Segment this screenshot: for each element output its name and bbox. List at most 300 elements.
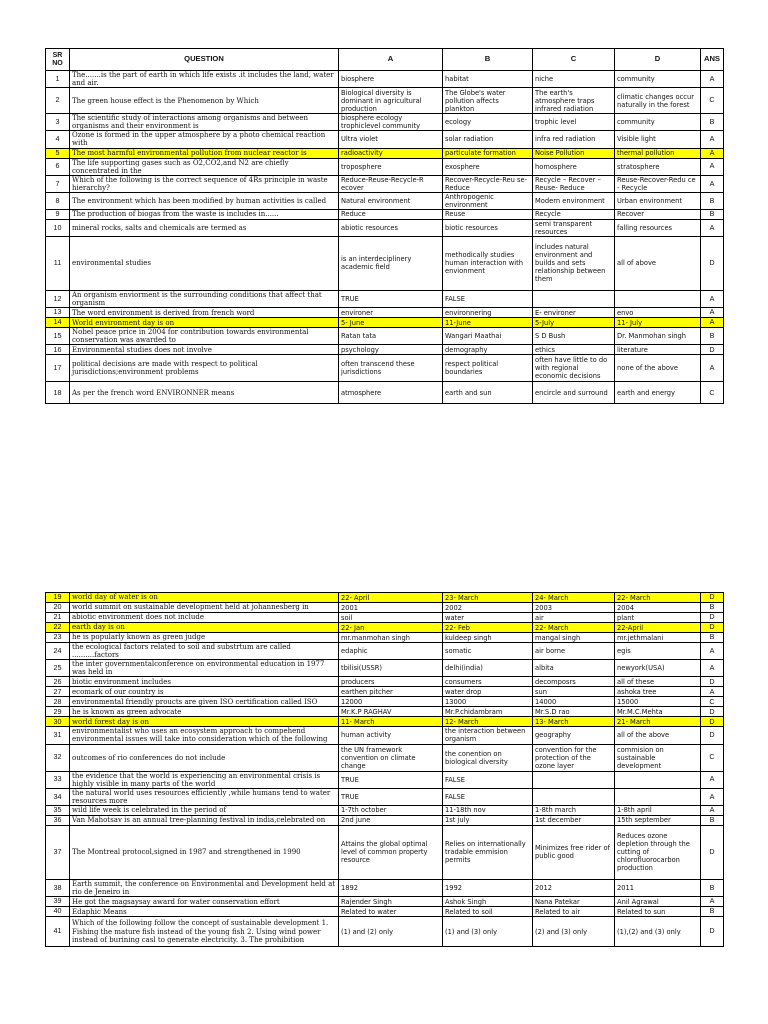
question-number: 6 xyxy=(46,158,70,175)
option-d: ashoka tree xyxy=(615,687,701,697)
option-d: Anil Agrawal xyxy=(615,897,701,907)
question-text: world forest day is on xyxy=(70,717,339,727)
option-c: ethics xyxy=(533,345,615,355)
question-number: 10 xyxy=(46,219,70,236)
answer: A xyxy=(701,175,724,192)
table-row xyxy=(46,623,724,633)
answer: D xyxy=(701,677,724,687)
question-text: The most harmful environmental pollution from nuclear reactor is xyxy=(70,148,339,158)
option-d: Related to sun xyxy=(615,907,701,917)
option-c xyxy=(533,771,615,788)
option-a: producers xyxy=(339,677,443,687)
option-c: Nana Patekar xyxy=(533,897,615,907)
question-number: 13 xyxy=(46,308,70,318)
question-number: 18 xyxy=(46,382,70,404)
question-text: Edaphic Means xyxy=(70,907,339,917)
table-row xyxy=(46,88,724,114)
question-text: Van Mahotsav is an annual tree-planning festival in india,celebrated on xyxy=(70,815,339,825)
option-d: Mr.M.C.Mehta xyxy=(615,707,701,717)
option-b: Wangari Maathai xyxy=(443,328,533,345)
option-c: albita xyxy=(533,660,615,677)
option-c: geography xyxy=(533,727,615,744)
question-number: 12 xyxy=(46,290,70,307)
option-b: Related to soil xyxy=(443,907,533,917)
option-a: 5- June xyxy=(339,318,443,328)
option-c: homosphere xyxy=(533,158,615,175)
answer: A xyxy=(701,71,724,88)
question-text: environmental studies xyxy=(70,236,339,290)
answer: B xyxy=(701,328,724,345)
option-c: 22- March xyxy=(533,623,615,633)
answer: A xyxy=(701,158,724,175)
option-d: all of the above xyxy=(615,727,701,744)
option-d: commision on sustainable development xyxy=(615,744,701,771)
question-text: Which of the following follow the concept of sustainable development 1. Fishing the mature fish instead of the young fish 2. Using wind power instead of burining casl to generate electricity. 3. The prohibition xyxy=(70,917,339,947)
option-d: 22- March xyxy=(615,593,701,603)
option-c: Modern environment xyxy=(533,192,615,209)
option-d: (1),(2) and (3) only xyxy=(615,917,701,947)
table-row xyxy=(46,382,724,404)
option-c: decomposrs xyxy=(533,677,615,687)
question-number: 5 xyxy=(46,148,70,158)
answer: A xyxy=(701,131,724,148)
table-row xyxy=(46,209,724,219)
option-a: the UN framework convention on climate change xyxy=(339,744,443,771)
option-b: earth and sun xyxy=(443,382,533,404)
option-a: psychology xyxy=(339,345,443,355)
table-row xyxy=(46,907,724,917)
option-a: is an interdeciplinery academic field xyxy=(339,236,443,290)
option-a: Natural environment xyxy=(339,192,443,209)
answer: D xyxy=(701,236,724,290)
question-text: Ozone is formed in the upper atmosphere by a photo chemical reaction with xyxy=(70,131,339,148)
option-c: 2003 xyxy=(533,603,615,613)
option-b: delhi(india) xyxy=(443,660,533,677)
option-a: 22- Jan xyxy=(339,623,443,633)
table-row xyxy=(46,771,724,788)
option-c: Mr.S.D rao xyxy=(533,707,615,717)
option-c: mangal singh xyxy=(533,633,615,643)
option-b: Relies on internationally tradable emmision permits xyxy=(443,825,533,879)
option-c: niche xyxy=(533,71,615,88)
option-c: air borne xyxy=(533,643,615,660)
question-number: 16 xyxy=(46,345,70,355)
question-text: outcomes of rio conferences do not include xyxy=(70,744,339,771)
question-text: Environmental studies does not involve xyxy=(70,345,339,355)
answer: B xyxy=(701,815,724,825)
question-number: 17 xyxy=(46,355,70,382)
option-c: semi transparent resources xyxy=(533,219,615,236)
question-number: 15 xyxy=(46,328,70,345)
option-c: Minimizes free rider of public good xyxy=(533,825,615,879)
table-row xyxy=(46,744,724,771)
answer: B xyxy=(701,209,724,219)
table-row xyxy=(46,805,724,815)
table-row xyxy=(46,727,724,744)
question-text: The life supporting gases such as O2,CO2,and N2 are chiefly concentrated in the xyxy=(70,158,339,175)
option-b: 22- Feb xyxy=(443,623,533,633)
option-b: 1st july xyxy=(443,815,533,825)
option-b: FALSE xyxy=(443,771,533,788)
question-number: 1 xyxy=(46,71,70,88)
option-b: 11-18th nov xyxy=(443,805,533,815)
option-a: TRUE xyxy=(339,771,443,788)
question-number: 34 xyxy=(46,788,70,805)
table-row xyxy=(46,131,724,148)
option-c: (2) and (3) only xyxy=(533,917,615,947)
option-a: biosphere ecology trophiclevel community xyxy=(339,114,443,131)
table-row xyxy=(46,71,724,88)
answer: A xyxy=(701,771,724,788)
table-row xyxy=(46,308,724,318)
option-d: 21- March xyxy=(615,717,701,727)
option-d: Visible light xyxy=(615,131,701,148)
header-option-d: D xyxy=(615,49,701,71)
header-question: QUESTION xyxy=(70,49,339,71)
table-row xyxy=(46,114,724,131)
header-option-a: A xyxy=(339,49,443,71)
question-text: biotic environment includes xyxy=(70,677,339,687)
answer: B xyxy=(701,114,724,131)
answer: C xyxy=(701,697,724,707)
question-text: The word environment is derived from french word xyxy=(70,308,339,318)
option-d: newyork(USA) xyxy=(615,660,701,677)
question-number: 26 xyxy=(46,677,70,687)
table-row xyxy=(46,897,724,907)
answer: D xyxy=(701,613,724,623)
answer: D xyxy=(701,825,724,879)
option-a: radioactivity xyxy=(339,148,443,158)
question-number: 8 xyxy=(46,192,70,209)
question-number: 2 xyxy=(46,88,70,114)
option-d: 1-8th april xyxy=(615,805,701,815)
table-row xyxy=(46,158,724,175)
question-text: The environment which has been modified by human activities is called xyxy=(70,192,339,209)
option-d: Recover xyxy=(615,209,701,219)
option-a: 12000 xyxy=(339,697,443,707)
option-d: envo xyxy=(615,308,701,318)
option-a: Reduce-Reuse-Recycle-R ecover xyxy=(339,175,443,192)
option-c: E- environer xyxy=(533,308,615,318)
answer: A xyxy=(701,148,724,158)
question-text: environmentalist who uses an ecosystem approach to compehend environmental issues will take into consideration which of the following xyxy=(70,727,339,744)
option-c: 14000 xyxy=(533,697,615,707)
option-b: particulate formation xyxy=(443,148,533,158)
option-a: TRUE xyxy=(339,788,443,805)
answer: A xyxy=(701,355,724,382)
answer: B xyxy=(701,192,724,209)
option-d: 2004 xyxy=(615,603,701,613)
question-number: 36 xyxy=(46,815,70,825)
option-d: Reuse-Recover-Redu ce - Recycle xyxy=(615,175,701,192)
question-text: Nobel peace price in 2004 for contribution towards environmental conservation was awarded to xyxy=(70,328,339,345)
option-d: mr.jethmalani xyxy=(615,633,701,643)
option-c: 2012 xyxy=(533,879,615,896)
table-row xyxy=(46,318,724,328)
option-a: Ratan tata xyxy=(339,328,443,345)
option-d: climatic changes occur naturally in the forest xyxy=(615,88,701,114)
option-b: respect political boundaries xyxy=(443,355,533,382)
answer: A xyxy=(701,318,724,328)
option-c: Noise Pollution xyxy=(533,148,615,158)
option-d: plant xyxy=(615,613,701,623)
option-d: Dr. Manmohan singh xyxy=(615,328,701,345)
option-b: demography xyxy=(443,345,533,355)
option-b: 13000 xyxy=(443,697,533,707)
answer: A xyxy=(701,290,724,307)
option-a: earthen pitcher xyxy=(339,687,443,697)
option-b: Mr.P.chidambram xyxy=(443,707,533,717)
question-text: the natural world uses resources efficiently ,while humans tend to water resources more xyxy=(70,788,339,805)
answer: C xyxy=(701,88,724,114)
option-b: biotic resources xyxy=(443,219,533,236)
question-number: 32 xyxy=(46,744,70,771)
question-number: 40 xyxy=(46,907,70,917)
table-row xyxy=(46,219,724,236)
table-row xyxy=(46,290,724,307)
option-a: soil xyxy=(339,613,443,623)
option-a: (1) and (2) only xyxy=(339,917,443,947)
option-d xyxy=(615,771,701,788)
option-c: often have little to do with regional economic decisions xyxy=(533,355,615,382)
option-b: water xyxy=(443,613,533,623)
question-text: He got the magsaysay award for water conservation effort xyxy=(70,897,339,907)
table-row xyxy=(46,355,724,382)
question-number: 30 xyxy=(46,717,70,727)
option-d: falling resources xyxy=(615,219,701,236)
option-a: 22- April xyxy=(339,593,443,603)
answer: B xyxy=(701,633,724,643)
option-c: sun xyxy=(533,687,615,697)
table-row xyxy=(46,707,724,717)
option-d: literature xyxy=(615,345,701,355)
option-b: 11-June xyxy=(443,318,533,328)
option-b: 23- March xyxy=(443,593,533,603)
question-number: 23 xyxy=(46,633,70,643)
option-b: methodically studies human interaction with envionment xyxy=(443,236,533,290)
option-a: 2nd june xyxy=(339,815,443,825)
option-d: 22-April xyxy=(615,623,701,633)
option-a: 11- March xyxy=(339,717,443,727)
option-b: the interaction between organism xyxy=(443,727,533,744)
question-table-2 xyxy=(45,592,724,947)
question-number: 39 xyxy=(46,897,70,907)
question-text: earth day is on xyxy=(70,623,339,633)
question-number: 41 xyxy=(46,917,70,947)
question-number: 9 xyxy=(46,209,70,219)
answer: A xyxy=(701,660,724,677)
option-a: Ultra violet xyxy=(339,131,443,148)
option-a: abiotic resources xyxy=(339,219,443,236)
question-number: 4 xyxy=(46,131,70,148)
option-b: Anthropogenic environment xyxy=(443,192,533,209)
option-a: Attains the global optimal level of common property resource xyxy=(339,825,443,879)
option-a: biosphere xyxy=(339,71,443,88)
question-number: 3 xyxy=(46,114,70,131)
header-answer: ANS xyxy=(701,49,724,71)
option-d: 2011 xyxy=(615,879,701,896)
option-d: 15th september xyxy=(615,815,701,825)
option-c: trophic level xyxy=(533,114,615,131)
option-c: S D Bush xyxy=(533,328,615,345)
option-a: Rajender Singh xyxy=(339,897,443,907)
table-row xyxy=(46,633,724,643)
question-text: the ecological factors related to soil and substrtum are called ..........factors xyxy=(70,643,339,660)
option-b: Reuse xyxy=(443,209,533,219)
question-text: he is popularly known as green judge xyxy=(70,633,339,643)
answer: A xyxy=(701,687,724,697)
option-a: Related to water xyxy=(339,907,443,917)
table-row xyxy=(46,660,724,677)
option-a: TRUE xyxy=(339,290,443,307)
option-a: Biological diversity is dominant in agricultural production xyxy=(339,88,443,114)
option-d: egis xyxy=(615,643,701,660)
option-c: Recycle xyxy=(533,209,615,219)
table-row xyxy=(46,345,724,355)
option-b: environnering xyxy=(443,308,533,318)
option-b: Recover-Recycle-Reu se-Reduce xyxy=(443,175,533,192)
option-d: Reduces ozone depletion through the cutting of chlorofluorocarbon production xyxy=(615,825,701,879)
table-row xyxy=(46,917,724,947)
answer: D xyxy=(701,593,724,603)
answer: D xyxy=(701,707,724,717)
table-row xyxy=(46,717,724,727)
table-row xyxy=(46,815,724,825)
table-row xyxy=(46,603,724,613)
header-sr-no: SR NO xyxy=(46,49,70,71)
option-c: encircle and surround xyxy=(533,382,615,404)
question-text: ecomark of our country is xyxy=(70,687,339,697)
option-c: Related to air xyxy=(533,907,615,917)
option-a: 1892 xyxy=(339,879,443,896)
option-c: 24- March xyxy=(533,593,615,603)
answer: D xyxy=(701,623,724,633)
option-c xyxy=(533,290,615,307)
option-d: community xyxy=(615,114,701,131)
question-text: Earth summit, the conference on Environmental and Development held at rio de Jeneiro in xyxy=(70,879,339,896)
option-c: 5-July xyxy=(533,318,615,328)
option-d: Urban environment xyxy=(615,192,701,209)
question-text: An organism enviorment is the surrounding conditions that affect that organism xyxy=(70,290,339,307)
question-text: mineral rocks, salts and chemicals are termed as xyxy=(70,219,339,236)
option-c: convention for the protection of the ozone layer xyxy=(533,744,615,771)
question-number: 7 xyxy=(46,175,70,192)
option-b: The Globe's water pollution affects plankton xyxy=(443,88,533,114)
answer: B xyxy=(701,907,724,917)
question-text: the inter governmentalconference on environmental education in 1977 was held in xyxy=(70,660,339,677)
option-d: all of above xyxy=(615,236,701,290)
option-b: habitat xyxy=(443,71,533,88)
header-option-b: B xyxy=(443,49,533,71)
question-text: The production of biogas from the waste is includes in...... xyxy=(70,209,339,219)
answer: A xyxy=(701,308,724,318)
table-row xyxy=(46,825,724,879)
question-text: environmental friendly proucts are given ISO certification called ISO xyxy=(70,697,339,707)
option-c: The earth's atmosphere traps infrared radiation xyxy=(533,88,615,114)
question-number: 38 xyxy=(46,879,70,896)
question-text: political decisions are made with respect to political jurisdictions;environment problems xyxy=(70,355,339,382)
answer: D xyxy=(701,917,724,947)
table-row xyxy=(46,328,724,345)
option-d xyxy=(615,788,701,805)
answer: D xyxy=(701,717,724,727)
answer: D xyxy=(701,727,724,744)
option-d xyxy=(615,290,701,307)
option-a: Reduce xyxy=(339,209,443,219)
table-row xyxy=(46,192,724,209)
question-text: wild life week is celebrated in the period of xyxy=(70,805,339,815)
question-text: As per the french word ENVIRONNER means xyxy=(70,382,339,404)
option-c: infra red radiation xyxy=(533,131,615,148)
option-a: tbilisi(USSR) xyxy=(339,660,443,677)
option-b: FALSE xyxy=(443,290,533,307)
table-row xyxy=(46,643,724,660)
option-a: atmosphere xyxy=(339,382,443,404)
question-number: 22 xyxy=(46,623,70,633)
table-row xyxy=(46,593,724,603)
header-option-c: C xyxy=(533,49,615,71)
answer: A xyxy=(701,219,724,236)
option-a: edaphic xyxy=(339,643,443,660)
question-number: 25 xyxy=(46,660,70,677)
question-number: 35 xyxy=(46,805,70,815)
option-d: earth and energy xyxy=(615,382,701,404)
answer: C xyxy=(701,744,724,771)
answer: B xyxy=(701,603,724,613)
question-number: 28 xyxy=(46,697,70,707)
answer: A xyxy=(701,643,724,660)
question-text: The.......is the part of earth in which life exists .it includes the land, water and air. xyxy=(70,71,339,88)
option-d: community xyxy=(615,71,701,88)
question-number: 37 xyxy=(46,825,70,879)
answer: B xyxy=(701,879,724,896)
option-a: Mr.K.P RAGHAV xyxy=(339,707,443,717)
option-d: all of these xyxy=(615,677,701,687)
option-a: troposphere xyxy=(339,158,443,175)
answer: A xyxy=(701,897,724,907)
question-text: abiotic environment does not include xyxy=(70,613,339,623)
option-a: 1-7th october xyxy=(339,805,443,815)
option-b: Ashok Singh xyxy=(443,897,533,907)
option-c xyxy=(533,788,615,805)
option-b: ecology xyxy=(443,114,533,131)
option-b: kuldeep singh xyxy=(443,633,533,643)
question-number: 31 xyxy=(46,727,70,744)
option-b: exosphere xyxy=(443,158,533,175)
question-text: world day of water is on xyxy=(70,593,339,603)
table-row xyxy=(46,236,724,290)
option-d: 15000 xyxy=(615,697,701,707)
table-row xyxy=(46,613,724,623)
option-c: includes natural environment and builds and sets relationship between them xyxy=(533,236,615,290)
option-a: environer xyxy=(339,308,443,318)
table-header-row xyxy=(46,49,724,71)
option-b: FALSE xyxy=(443,788,533,805)
question-number: 19 xyxy=(46,593,70,603)
table-row xyxy=(46,148,724,158)
question-text: he is known as green advocate xyxy=(70,707,339,717)
question-table-1 xyxy=(45,48,724,404)
table-row xyxy=(46,788,724,805)
option-c: Recycle – Recover – Reuse- Reduce xyxy=(533,175,615,192)
question-number: 33 xyxy=(46,771,70,788)
question-number: 27 xyxy=(46,687,70,697)
answer: D xyxy=(701,345,724,355)
option-b: the conention on biological diversity xyxy=(443,744,533,771)
question-number: 24 xyxy=(46,643,70,660)
option-a: mr.manmohan singh xyxy=(339,633,443,643)
option-b: solar radiation xyxy=(443,131,533,148)
